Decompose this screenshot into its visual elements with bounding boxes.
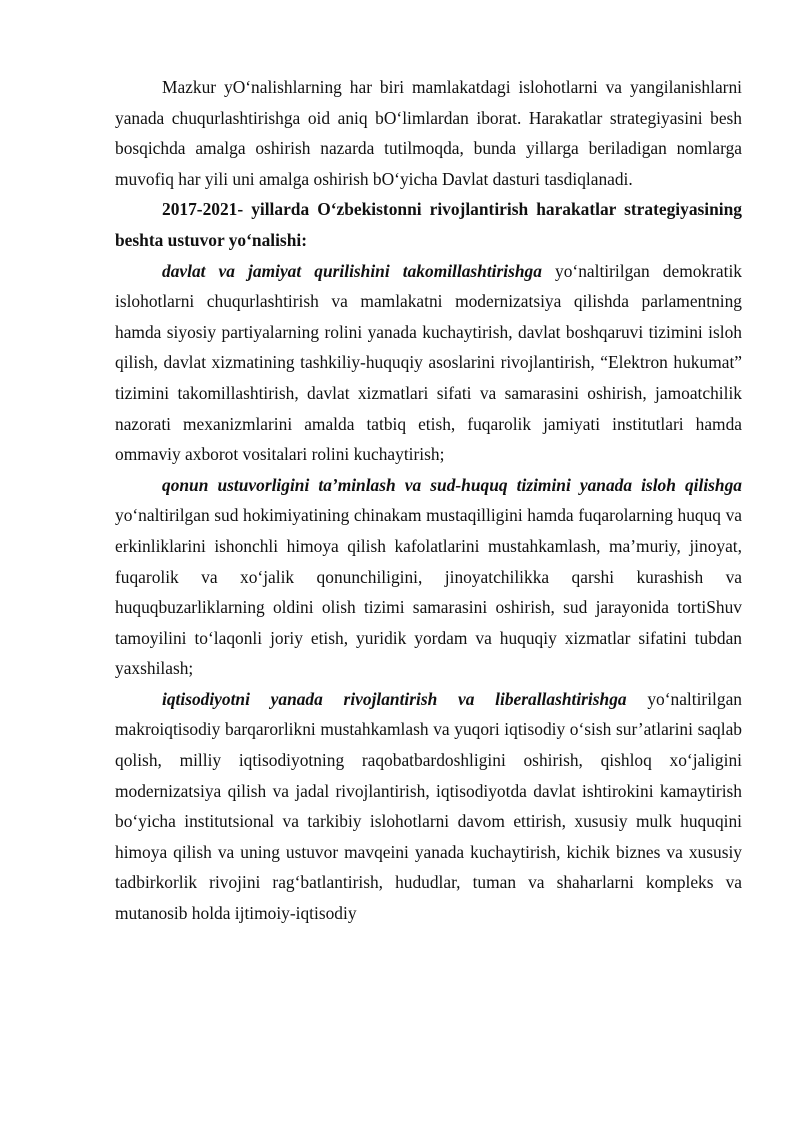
priority-item-text: yo‘naltirilgan makroiqtisodiy barqarorlikni mustahkamlash va yuqori iqtisodiy o‘sish sur’atlarini saqlab qolish, milliy iqtisodiyotning raqobatbardoshligini oshirish, qishloq xo‘jaligini modernizatsiya qilish va jadal rivojlantirish, iqtisodiyotda davlat ishtirokini kamaytirish bo‘yicha institutsional va tarkibiy islohotlarni davom ettirish, xususiy mulk huquqini himoya qilish va uning ustuvor mavqeini yanada kuchaytirish, kichik biznes va xususiy tadbirkorlik rivojini rag‘batlantirish, hududlar, tuman va shaharlarni kompleks va mutanosib holda ijtimoiy-iqtisodiy [115, 688, 742, 924]
section-heading: 2017-2021- yillarda O‘zbekistonni rivojlantirish harakatlar strategiyasining beshta ustuvor yo‘nalishi: [115, 199, 742, 250]
priority-item-text: yo‘naltirilgan sud hokimiyatining chinakam mustaqilligini hamda fuqarolarning huquq va erkinliklarini ishonchli himoya qilish kafolatlarini mustahkamlash, ma’muriy, jinoyat, fuqarolik va xo‘jalik qonunchiligini, jinoyatchilikka qarshi kurashish va huquqbuzarliklarning oldini olish tizimi samarasini oshirish, sud jarayonida tortiShuv tamoyilini to‘laqonli joriy etish, yuridik yordam va huquqiy xizmatlar sifatini tubdan yaxshilash; [115, 505, 742, 679]
intro-paragraph: Mazkur yO‘nalishlarning har biri mamlakatdagi islohotlarni va yangilanishlarni yanada chuqurlashtirishga oid aniq bO‘limlardan iborat. Harakatlar strategiyasini besh bosqichda amalga oshirish nazarda tutilmoqda, bunda yillarga beriladigan nomlarga muvofiq har yili uni amalga oshirish bO‘yicha Davlat dasturi tasdiqlanadi. [115, 77, 742, 189]
priority-item-lead: iqtisodiyotni yanada rivojlantirish va liberallashtirishga [162, 688, 627, 709]
priority-item-paragraph [115, 256, 742, 470]
priority-item-paragraph [115, 684, 742, 929]
priority-item-lead: qonun ustuvorligini ta’minlash va sud-huquq tizimini yanada isloh qilishga [162, 474, 742, 495]
priority-item-text: yo‘naltirilgan demokratik islohotlarni chuqurlashtirish va mamlakatni modernizatsiya qilishda parlamentning hamda siyosiy partiyalarning rolini yanada kuchaytirish, davlat boshqaruvi tizimini isloh qilish, davlat xizmatining tashkiliy-huquqiy asoslarini rivojlantirish, “Elektron hukumat” tizimini takomillashtirish, davlat xizmatlari sifati va samarasini oshirish, jamoatchilik nazorati mexanizmlarini amalda tatbiq etish, fuqarolik jamiyati institutlari hamda ommaviy axborot vositalari rolini kuchaytirish; [115, 260, 742, 465]
priority-item-paragraph [115, 470, 742, 684]
document-page [115, 72, 742, 929]
priority-item-lead: davlat va jamiyat qurilishini takomillashtirishga [162, 260, 542, 281]
